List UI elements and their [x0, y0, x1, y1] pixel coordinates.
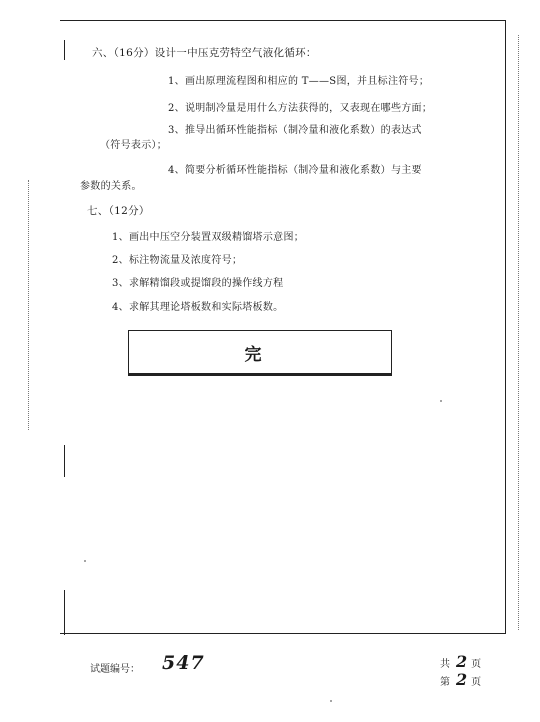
binding-dotted-line: [28, 180, 30, 430]
page-suffix: 页: [471, 677, 482, 688]
page-frame-top: [60, 20, 505, 21]
page-frame-left-mark: [64, 590, 65, 635]
page-frame-right: [505, 20, 506, 633]
total-pages-prefix: 共: [440, 659, 450, 670]
section-7-item-1: 1、画出中压空分装置双级精馏塔示意图；: [112, 232, 305, 243]
section-6-item-4-continued: 参数的关系。: [80, 181, 142, 192]
end-mark: 完: [244, 344, 264, 365]
section-6-item-3-continued: （符号表示）；: [100, 140, 168, 151]
section-6-item-4: 4、简要分析循环性能指标（制冷量和液化系数）与主要: [168, 165, 422, 176]
scan-speck: [440, 400, 442, 402]
section-7-heading: 七、（12分）: [87, 205, 150, 217]
section-7-item-2: 2、标注物流量及浓度符号；: [112, 255, 243, 266]
section-7-item-3: 3、求解精馏段或提馏段的操作线方程: [112, 278, 284, 289]
section-6-heading: 六、（16分）设计一中压克劳特空气液化循环：: [92, 47, 317, 59]
scan-speck: [84, 560, 86, 562]
section-6-item-3: 3、推导出循环性能指标（制冷量和液化系数）的表达式: [168, 125, 422, 136]
page-number-prefix: 第: [440, 677, 450, 688]
exam-code-label: 试题编号：: [90, 664, 140, 675]
exam-code: 547: [162, 652, 205, 674]
page-number-value: 2: [456, 670, 468, 689]
section-7-item-4: 4、求解其理论塔板数和实际塔板数。: [112, 302, 284, 313]
scan-speck: [330, 700, 332, 702]
page-suffix: 页: [471, 659, 482, 670]
page-frame-left-mark: [64, 40, 65, 60]
section-6-item-1: 1、画出原理流程图和相应的 T——S图，并且标注符号；: [168, 76, 430, 87]
binding-dotted-line: [518, 35, 520, 630]
end-of-exam-box: [128, 330, 392, 376]
page-frame-left-mark: [64, 445, 65, 477]
total-pages: [440, 652, 481, 671]
page-number: [440, 670, 481, 689]
section-6-item-2: 2、说明制冷量是用什么方法获得的，又表现在哪些方面；: [168, 103, 433, 114]
total-pages-value: 2: [456, 652, 468, 671]
page-frame-bottom: [60, 633, 506, 634]
